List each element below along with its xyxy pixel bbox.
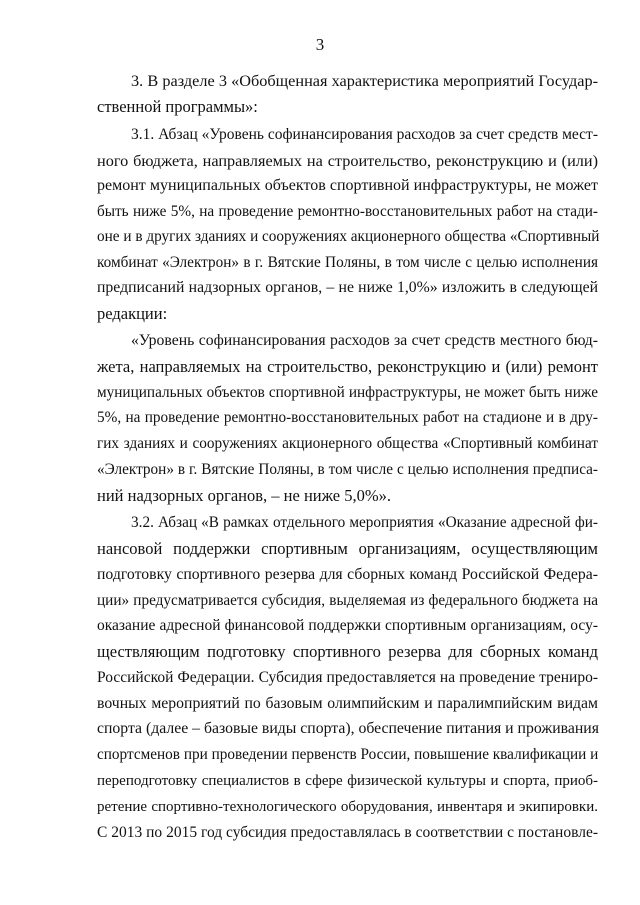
text-line: «Электрон» в г. Вятские Поляны, в том числе с целью исполнения предписа-: [97, 461, 598, 478]
text-line: жета, направляемых на строительство, реконструкцию и (или) ремонт: [97, 357, 598, 376]
text-line: 3. В разделе 3 «Обобщенная характеристика мероприятий Государ-: [131, 72, 598, 90]
text-line: подготовку спортивного резерва для сборных команд Российской Федера-: [97, 566, 598, 583]
text-line: ний надзорных органов, – не ниже 5,0%».: [97, 486, 391, 505]
text-line: оне и в других зданиях и сооружениях акционерного общества «Спортивный: [97, 228, 600, 245]
text-line: редакции:: [97, 304, 168, 323]
text-line: 5%, на проведение ремонтно-восстановительных работ на стадионе и в дру-: [97, 409, 598, 426]
text-line: 3.2. Абзац «В рамках отдельного мероприятия «Оказание адресной фи-: [131, 514, 598, 531]
text-line: ществляющим подготовку спортивного резерва для сборных команд: [97, 642, 598, 661]
text-line: гих зданиях и сооружениях акционерного общества «Спортивный комбинат: [97, 435, 598, 452]
text-line: «Уровень софинансирования расходов за счет средств местного бюд-: [131, 332, 598, 349]
text-line: 3.1. Абзац «Уровень софинансирования расходов за счет средств мест-: [131, 126, 598, 143]
text-line: предписаний надзорных органов, – не ниже 1,0%» изложить в следующей: [97, 279, 598, 296]
text-line: ции» предусматривается субсидия, выделяемая из федерального бюджета на: [97, 592, 598, 609]
text-line: спортсменов при проведении первенств России, повышение квалификации и: [97, 746, 599, 763]
text-line: ного бюджета, направляемых на строительство, реконструкцию и (или): [97, 152, 598, 170]
text-line: быть ниже 5%, на проведение ремонтно-восстановительных работ на стади-: [97, 203, 598, 220]
text-line: спорта (далее – базовые виды спорта), обеспечение питания и проживания: [97, 720, 599, 737]
text-line: ремонт муниципальных объектов спортивной инфраструктуры, не может: [97, 177, 598, 194]
text-line: переподготовку специалистов в сфере физической культуры и спорта, приоб-: [97, 773, 598, 789]
text-line: муниципальных объектов спортивной инфраструктуры, не может быть ниже: [97, 384, 598, 401]
text-line: ретение спортивно-технологического оборудования, инвентаря и экипировки.: [97, 799, 598, 815]
text-line: комбинат «Электрон» в г. Вятские Поляны, в том числе с целью исполнения: [97, 254, 598, 271]
text-line: оказание адресной финансовой поддержки спортивным организациям, осу-: [97, 617, 598, 634]
text-line: С 2013 по 2015 год субсидия предоставлялась в соответствии с постановле-: [97, 824, 598, 841]
text-line: Российской Федерации. Субсидия предоставляется на проведение трениро-: [97, 669, 598, 686]
text-line: ственной программы»:: [97, 97, 258, 116]
page-number: 3: [315, 35, 325, 54]
text-line: нансовой поддержки спортивным организациям, осуществляющим: [97, 539, 598, 558]
text-line: вочных мероприятий по базовым олимпийским и паралимпийским видам: [97, 695, 598, 712]
